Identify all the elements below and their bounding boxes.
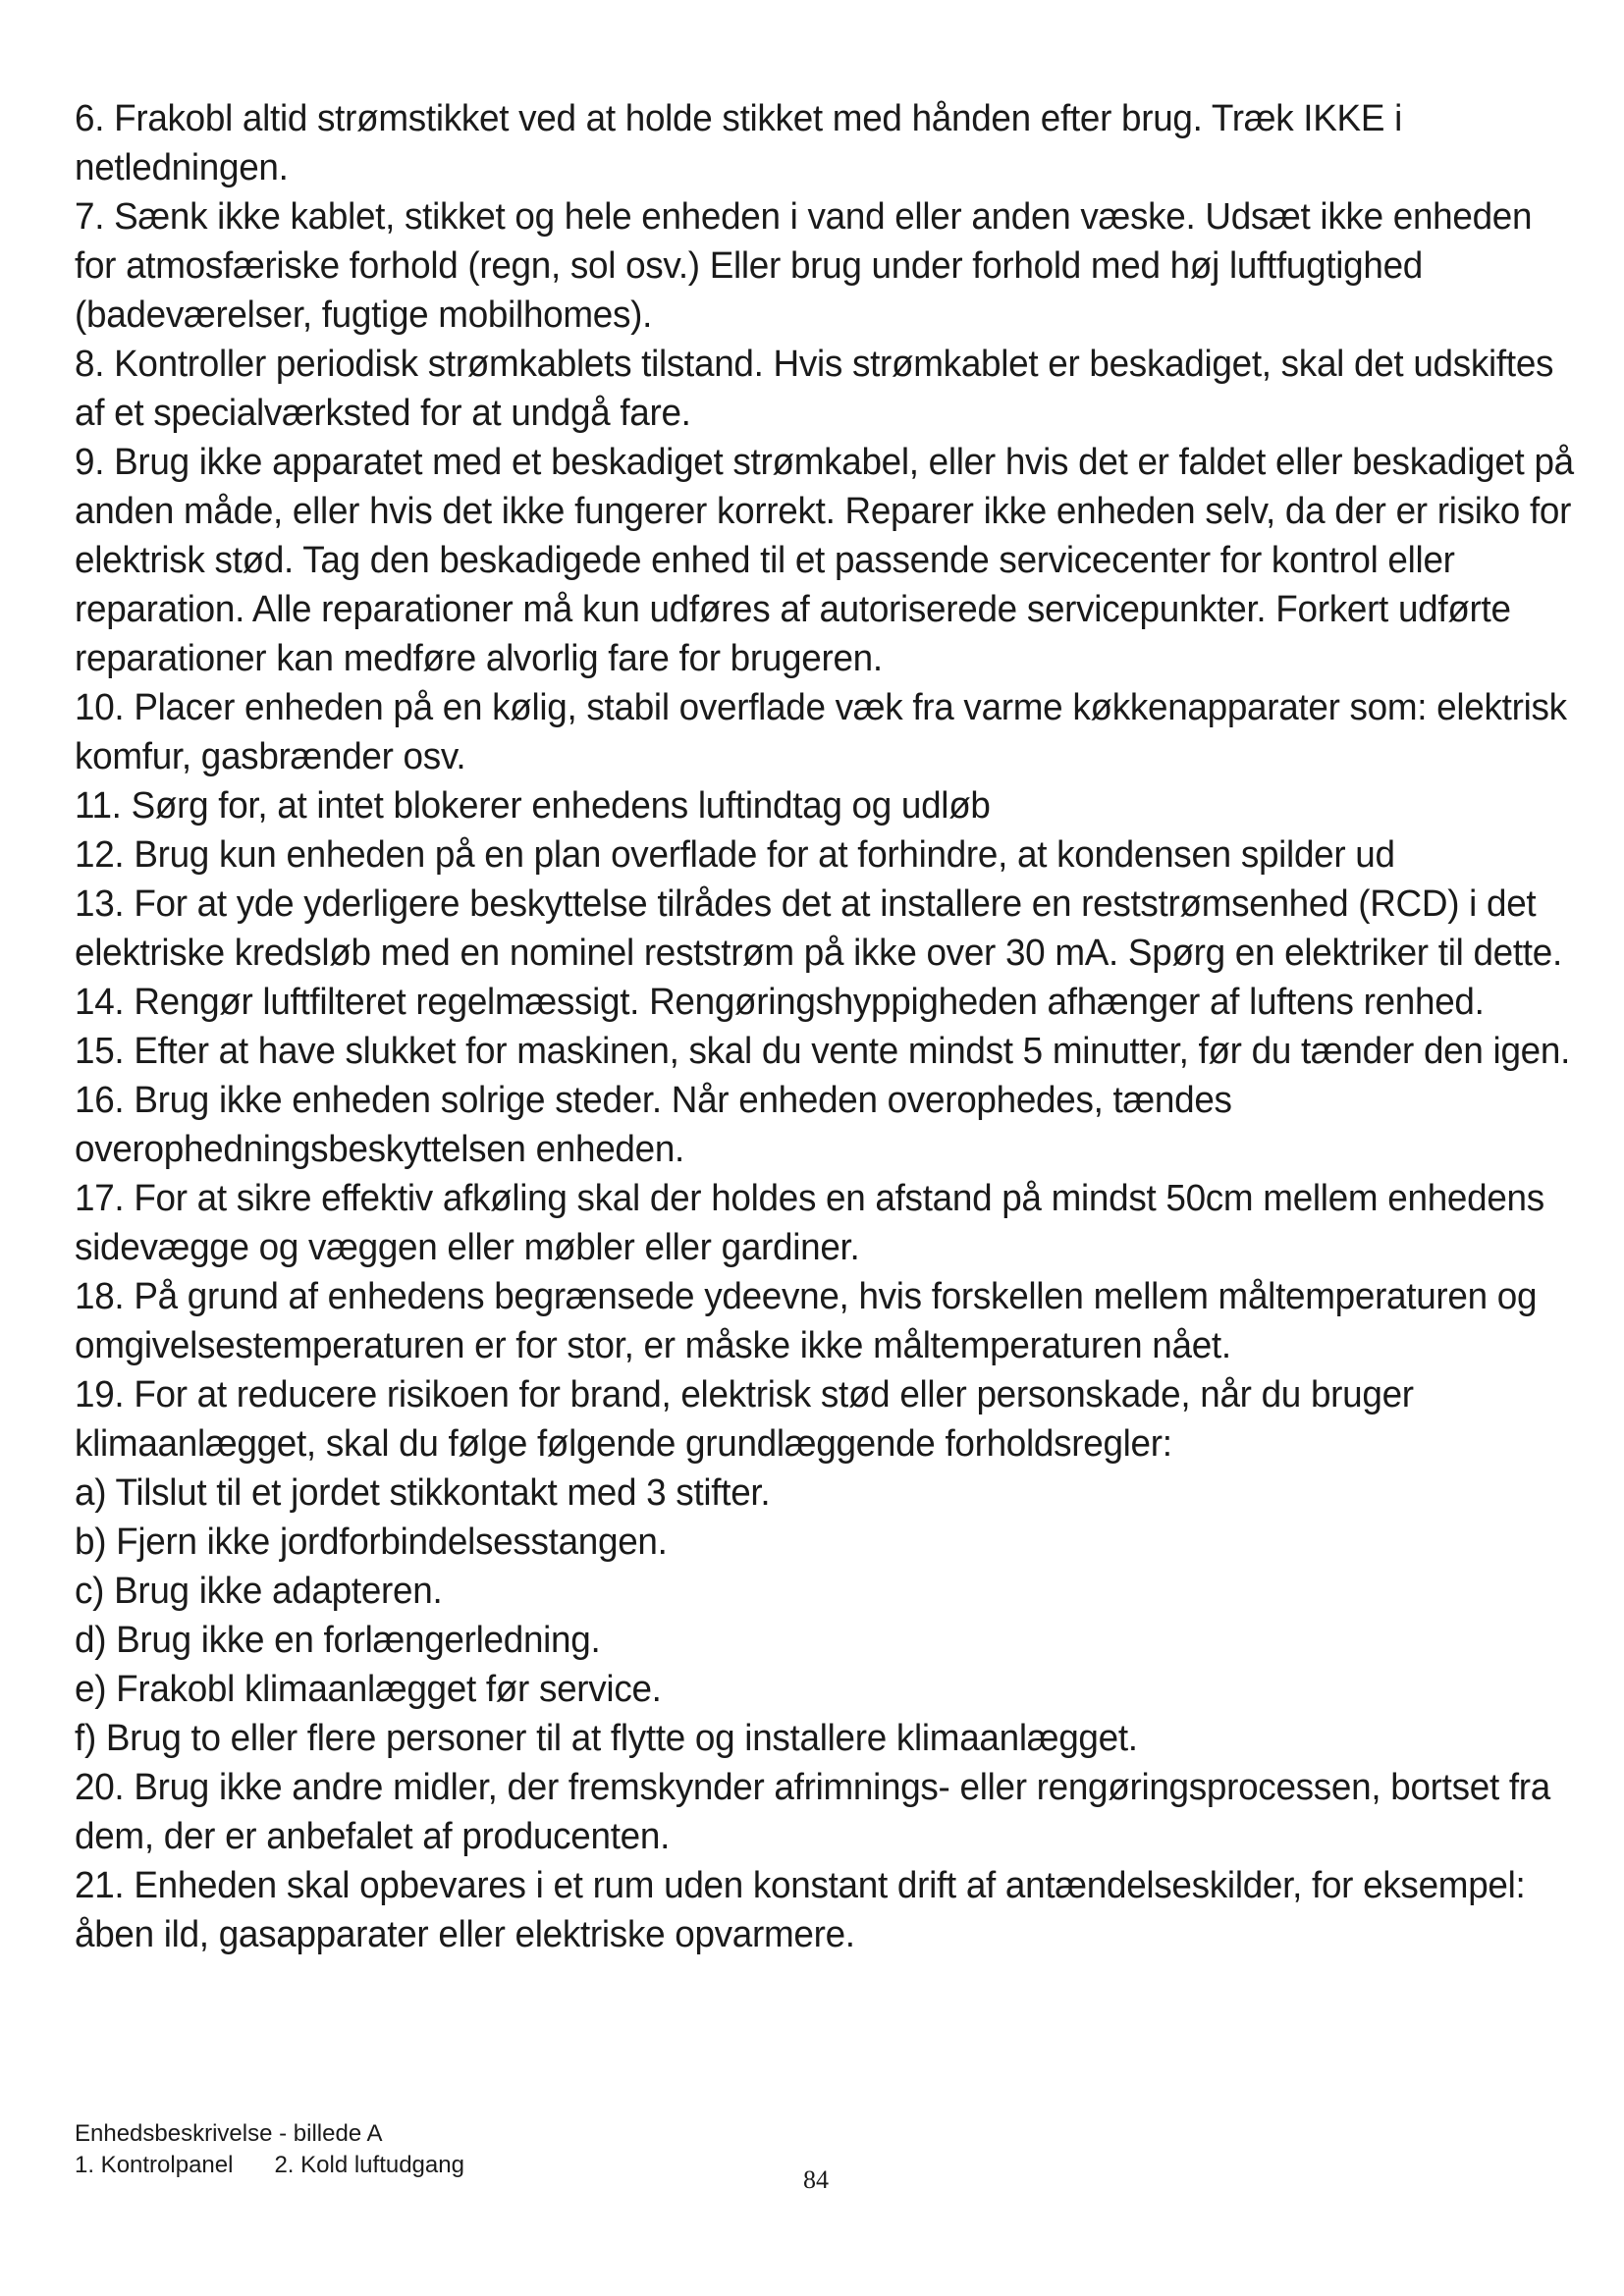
instruction-item-19: 19. For at reducere risikoen for brand, elektrisk stød eller personskade, når du bruger klimaanlægget, skal du følge følgende grundlæggende forholdsregler: [75, 1374, 1414, 1465]
instruction-item-14: 14. Rengør luftfilteret regelmæssigt. Rengøringshyppigheden afhænger af luftens renhed. [75, 982, 1485, 1023]
instruction-item-8: 8. Kontroller periodisk strømkablets tilstand. Hvis strømkablet er beskadiget, skal det udskiftes af et specialværksted for at undgå fare. [75, 344, 1554, 434]
instruction-subitem-f: f) Brug to eller flere personer til at flytte og installere klimaanlægget. [75, 1718, 1138, 1759]
instruction-item-13: 13. For at yde yderligere beskyttelse tilrådes det at installere en reststrømsenhed (RCD) i det elektriske kredsløb med en nominel reststrøm på ikke over 30 mA. Spørg en elektriker til dette. [75, 883, 1562, 974]
instruction-item-11: 11. Sørg for, at intet blokerer enhedens luftindtag og udløb [75, 785, 991, 827]
unit-description-title: Enhedsbeskrivelse - billede A [75, 2120, 383, 2147]
instruction-item-10: 10. Placer enheden på en kølig, stabil overflade væk fra varme køkkenapparater som: elektrisk komfur, gasbrænder osv. [75, 687, 1567, 777]
instruction-item-16: 16. Brug ikke enheden solrige steder. Når enheden overophedes, tændes overophedningsbeskyttelsen enheden. [75, 1080, 1232, 1170]
instruction-subitem-d: d) Brug ikke en forlængerledning. [75, 1620, 601, 1661]
part-control-panel: 1. Kontrolpanel [75, 2152, 234, 2178]
instruction-item-15: 15. Efter at have slukket for maskinen, skal du vente mindst 5 minutter, før du tænder den igen. [75, 1031, 1571, 1072]
instruction-item-17: 17. For at sikre effektiv afkøling skal der holdes en afstand på mindst 50cm mellem enhedens sidevægge og væggen eller møbler eller gardiner. [75, 1178, 1544, 1268]
part-cold-air-outlet: 2. Kold luftudgang [274, 2152, 464, 2178]
page-number: 84 [803, 2165, 829, 2194]
instruction-item-7: 7. Sænk ikke kablet, stikket og hele enheden i vand eller anden væske. Udsæt ikke enheden for atmosfæriske forhold (regn, sol osv.) Eller brug under forhold med høj luftfugtighed (badeværelser, fugtige mobilhomes). [75, 196, 1533, 336]
instruction-item-18: 18. På grund af enhedens begrænsede ydeevne, hvis forskellen mellem måltemperaturen og omgivelsestemperaturen er for stor, er måske ikke måltemperaturen nået. [75, 1276, 1538, 1366]
instruction-item-21: 21. Enheden skal opbevares i et rum uden konstant drift af antændelseskilder, for eksempel: åben ild, gasapparater eller elektriske opvarmere. [75, 1865, 1526, 1955]
instructions-body [75, 94, 1577, 1959]
instruction-item-20: 20. Brug ikke andre midler, der fremskynder afrimnings- eller rengøringsprocessen, bortset fra dem, der er anbefalet af producenten. [75, 1767, 1550, 1857]
instruction-subitem-a: a) Tilslut til et jordet stikkontakt med 3 stifter. [75, 1472, 771, 1514]
instruction-subitem-e: e) Frakobl klimaanlægget før service. [75, 1669, 662, 1710]
instruction-subitem-b: b) Fjern ikke jordforbindelsesstangen. [75, 1522, 668, 1563]
instruction-item-6: 6. Frakobl altid strømstikket ved at holde stikket med hånden efter brug. Træk IKKE i netledningen. [75, 98, 1402, 188]
instruction-subitem-c: c) Brug ikke adapteren. [75, 1571, 443, 1612]
instruction-item-12: 12. Brug kun enheden på en plan overflade for at forhindre, at kondensen spilder ud [75, 834, 1395, 876]
instruction-item-9: 9. Brug ikke apparatet med et beskadiget strømkabel, eller hvis det er faldet eller beskadiget på anden måde, eller hvis det ikke fungerer korrekt. Reparer ikke enheden selv, da der er risiko for elektrisk stød. Tag den beskadigede enhed til et passende servicecenter for kontrol eller reparation. Alle reparationer må kun udføres af autoriserede servicepunkter. Forkert udførte reparationer kan medføre alvorlig fare for brugeren. [75, 442, 1574, 679]
unit-description [75, 2118, 464, 2181]
unit-parts-list [75, 2150, 464, 2181]
